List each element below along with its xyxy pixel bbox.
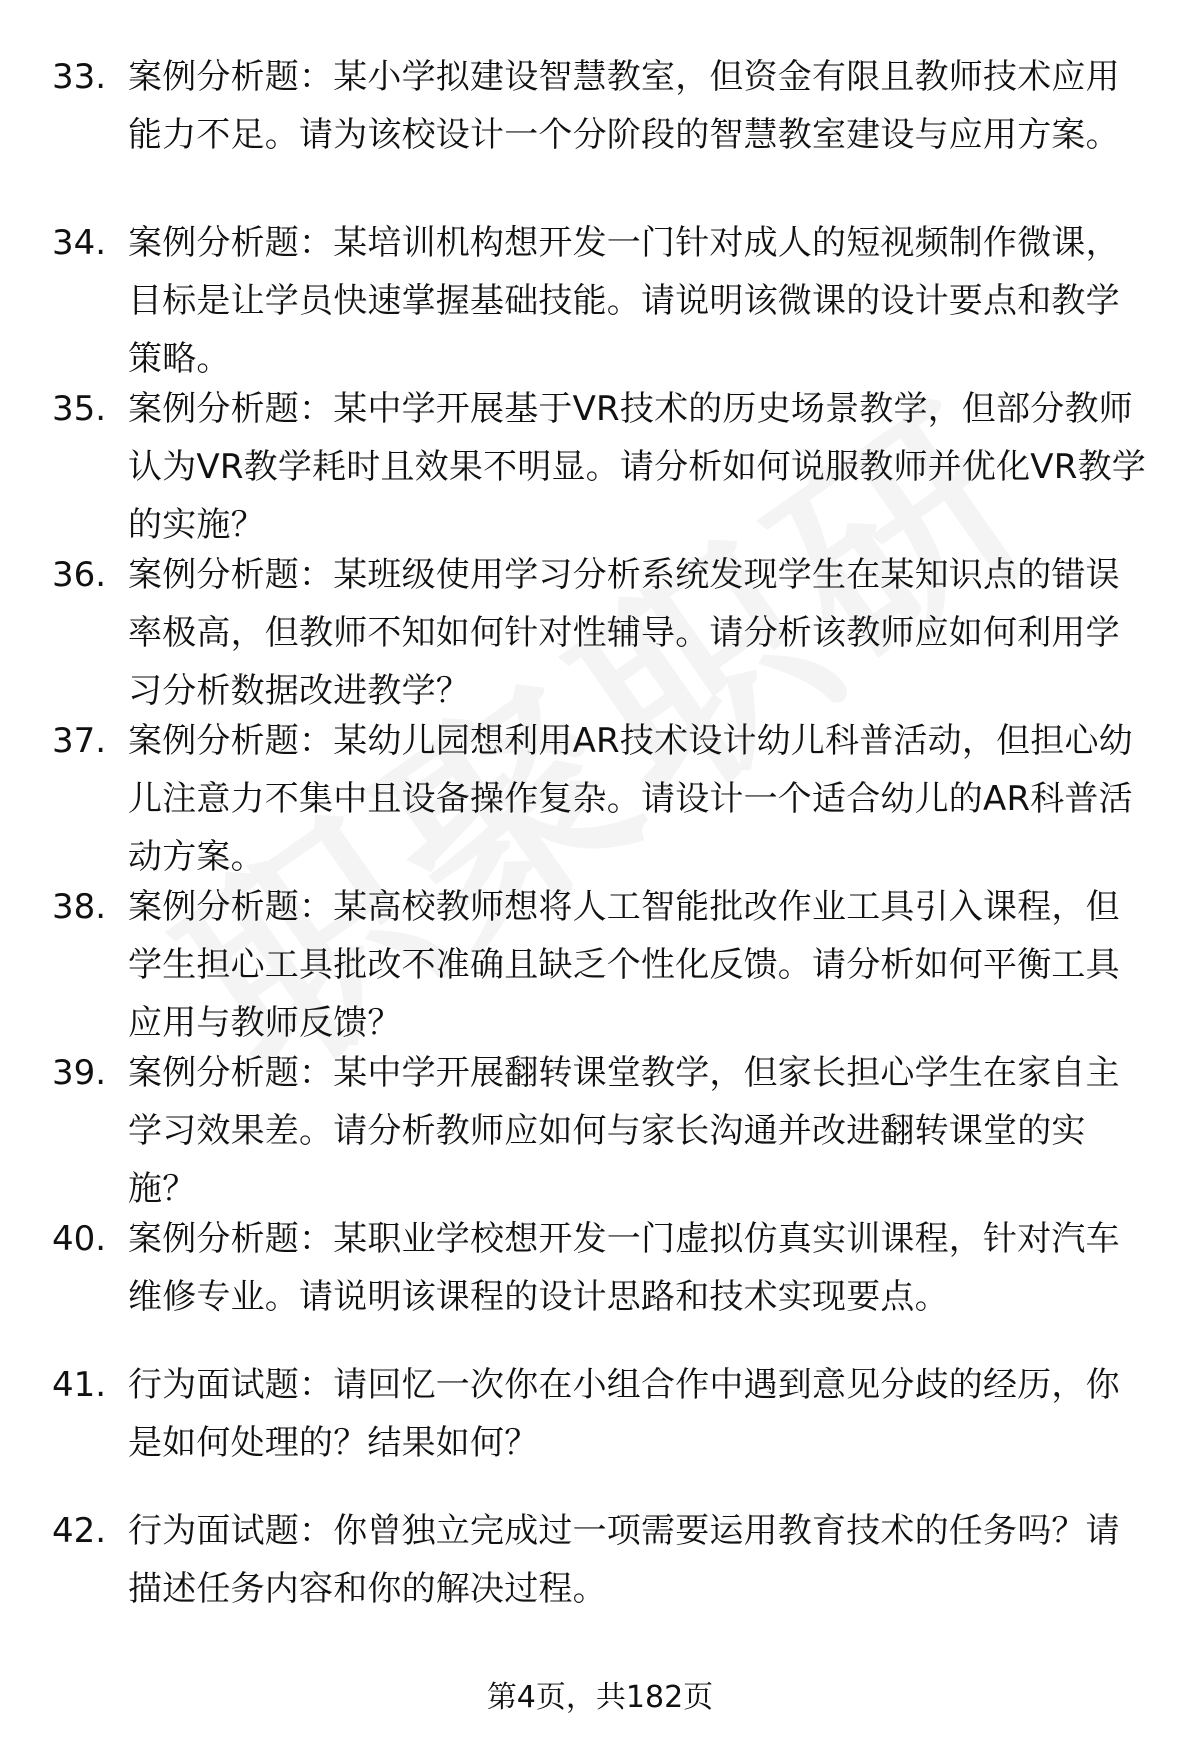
question-number: 41. — [52, 1365, 107, 1405]
question-text: 行为面试题：你曾独立完成过一项需要运用教育技术的任务吗？请描述任务内容和你的解决过程。 — [128, 1511, 1120, 1609]
question-41 — [52, 1356, 1152, 1472]
question-number: 42. — [52, 1511, 107, 1551]
question-number: 40. — [52, 1219, 107, 1259]
question-36 — [52, 546, 1152, 720]
question-number: 34. — [52, 223, 107, 263]
question-text: 案例分析题：某小学拟建设智慧教室，但资金有限且教师技术应用能力不足。请为该校设计一个分阶段的智慧教室建设与应用方案。 — [128, 57, 1120, 155]
question-number: 36. — [52, 555, 107, 595]
question-text: 案例分析题：某高校教师想将人工智能批改作业工具引入课程，但学生担心工具批改不准确且缺乏个性化反馈。请分析如何平衡工具应用与教师反馈？ — [128, 887, 1120, 1043]
question-text: 案例分析题：某班级使用学习分析系统发现学生在某知识点的错误率极高，但教师不知如何针对性辅导。请分析该教师应如何利用学习分析数据改进教学？ — [128, 555, 1120, 711]
question-text: 案例分析题：某中学开展基于VR技术的历史场景教学，但部分教师认为VR教学耗时且效果不明显。请分析如何说服教师并优化VR教学的实施？ — [128, 389, 1146, 545]
question-38 — [52, 878, 1152, 1052]
question-35 — [52, 380, 1152, 554]
question-number: 38. — [52, 887, 107, 927]
question-number: 37. — [52, 721, 107, 761]
question-34 — [52, 214, 1152, 388]
question-text: 案例分析题：某幼儿园想利用AR技术设计幼儿科普活动，但担心幼儿注意力不集中且设备操作复杂。请设计一个适合幼儿的AR科普活动方案。 — [128, 721, 1133, 877]
question-40 — [52, 1210, 1152, 1326]
question-text: 案例分析题：某培训机构想开发一门针对成人的短视频制作微课，目标是让学员快速掌握基础技能。请说明该微课的设计要点和教学策略。 — [128, 223, 1120, 379]
question-42 — [52, 1502, 1152, 1618]
question-33 — [52, 48, 1152, 164]
question-number: 39. — [52, 1053, 107, 1093]
question-text: 案例分析题：某职业学校想开发一门虚拟仿真实训课程，针对汽车维修专业。请说明该课程的设计思路和技术实现要点。 — [128, 1219, 1120, 1317]
page-footer: 第4页，共182页 — [486, 1680, 714, 1715]
question-number: 33. — [52, 57, 107, 97]
question-text: 案例分析题：某中学开展翻转课堂教学，但家长担心学生在家自主学习效果差。请分析教师应如何与家长沟通并改进翻转课堂的实施？ — [128, 1053, 1120, 1209]
question-text: 行为面试题：请回忆一次你在小组合作中遇到意见分歧的经历，你是如何处理的？结果如何？ — [128, 1365, 1120, 1463]
question-39 — [52, 1044, 1152, 1218]
question-number: 35. — [52, 389, 107, 429]
question-37 — [52, 712, 1152, 886]
